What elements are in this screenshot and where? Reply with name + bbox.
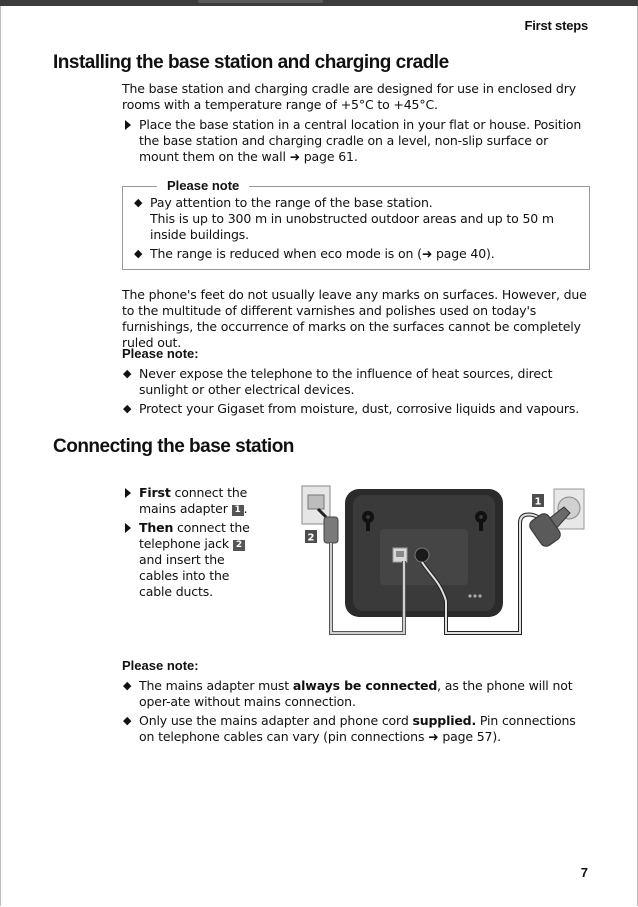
note-supplied-bold: supplied. xyxy=(412,713,477,728)
callout-label-1: 1 xyxy=(534,496,542,508)
note-eco-item xyxy=(133,246,583,262)
note-eco-ref: page 40). xyxy=(435,246,495,261)
please-note-heading-2: Please note: xyxy=(122,658,199,673)
note-moisture-text: Protect your Gigaset from moisture, dust, corrosive liquids and vapours. xyxy=(139,401,580,416)
note-supplied-pre: Only use the mains adapter and phone cord xyxy=(139,713,409,728)
note-supplied-ref: page 57). xyxy=(442,729,501,744)
diamond-bullet-icon: ◆ xyxy=(123,402,132,415)
right-arrow-icon: ➜ xyxy=(289,149,300,164)
callout-number-2: 2 xyxy=(233,540,245,551)
base-station-connection-diagram xyxy=(298,483,588,638)
note-adapter-post: , as the phone will not oper-ate without mains connection. xyxy=(139,678,573,709)
step-connect-adapter: First connect the mains adapter 1 . xyxy=(122,485,257,517)
step1-text: connect the mains adapter xyxy=(139,485,248,516)
note-range-item xyxy=(133,195,583,243)
running-header: First steps xyxy=(524,18,588,33)
note-adapter-bold: always be connected xyxy=(292,678,438,693)
callout-number-1: 1 xyxy=(232,505,244,516)
note-range-line2: This is up to 300 m in unobstructed outdoor areas and up to 50 m inside buildings. xyxy=(150,211,554,242)
window-tab xyxy=(198,0,323,3)
right-arrow-icon: ➜ xyxy=(428,729,439,744)
diamond-bullet-icon: ◆ xyxy=(123,714,132,727)
note-eco-text: The range is reduced when eco mode is on ( xyxy=(150,246,422,261)
arrow-bullet-icon xyxy=(125,120,131,130)
step-place-base xyxy=(122,117,590,165)
section-title-connecting: Connecting the base station xyxy=(53,436,294,457)
diamond-bullet-icon: ◆ xyxy=(123,367,132,380)
note-heat-item xyxy=(122,366,590,398)
note-adapter-pre: The mains adapter must xyxy=(139,678,290,693)
step-connect-jack xyxy=(122,520,257,600)
diamond-bullet-icon: ◆ xyxy=(134,247,143,260)
intro-paragraph: The base station and charging cradle are designed for use in enclosed dry rooms with a temperature range of +5°C to +45°C. xyxy=(122,81,576,112)
step2-bold: Then xyxy=(139,520,174,535)
note-range-line1: Pay attention to the range of the base station. xyxy=(150,195,433,210)
note-moisture-item xyxy=(122,401,590,417)
step2-tail: and insert the cables into the cable ducts. xyxy=(139,552,230,599)
diamond-bullet-icon: ◆ xyxy=(123,679,132,692)
feet-paragraph: The phone's feet do not usually leave any marks on surfaces. However, due to the multitude of different varnishes and polishes used on today's furnishings, the occurrence of marks on the surfaces cannot be completely ruled out. xyxy=(122,287,587,350)
step1-bold: First xyxy=(139,485,171,500)
diamond-bullet-icon: ◆ xyxy=(134,196,143,209)
note-supplied-item xyxy=(122,713,590,745)
page-number: 7 xyxy=(580,865,588,880)
please-note-title: Please note xyxy=(157,178,249,193)
callout-label-2: 2 xyxy=(307,532,315,544)
step-place-base-text: Place the base station in a central location in your flat or house. Position the base station and charging cradle on a level, non-slip surface or mount them on the wall xyxy=(139,117,582,164)
section-title-installing: Installing the base station and charging cradle xyxy=(53,52,449,73)
right-arrow-icon: ➜ xyxy=(421,246,433,261)
note-supplied-post: Pin connections on telephone cables can vary (pin connections xyxy=(139,713,576,744)
arrow-bullet-icon xyxy=(125,488,131,498)
base-station-unit xyxy=(345,489,503,617)
note-heat-text: Never expose the telephone to the influence of heat sources, direct sunlight or other electrical devices. xyxy=(139,366,553,397)
arrow-bullet-icon xyxy=(125,523,131,533)
step-place-base-ref: page 61. xyxy=(303,149,358,164)
please-note-heading: Please note: xyxy=(122,346,199,361)
note-adapter-item xyxy=(122,678,590,710)
step2-text: connect the telephone jack xyxy=(139,520,250,551)
